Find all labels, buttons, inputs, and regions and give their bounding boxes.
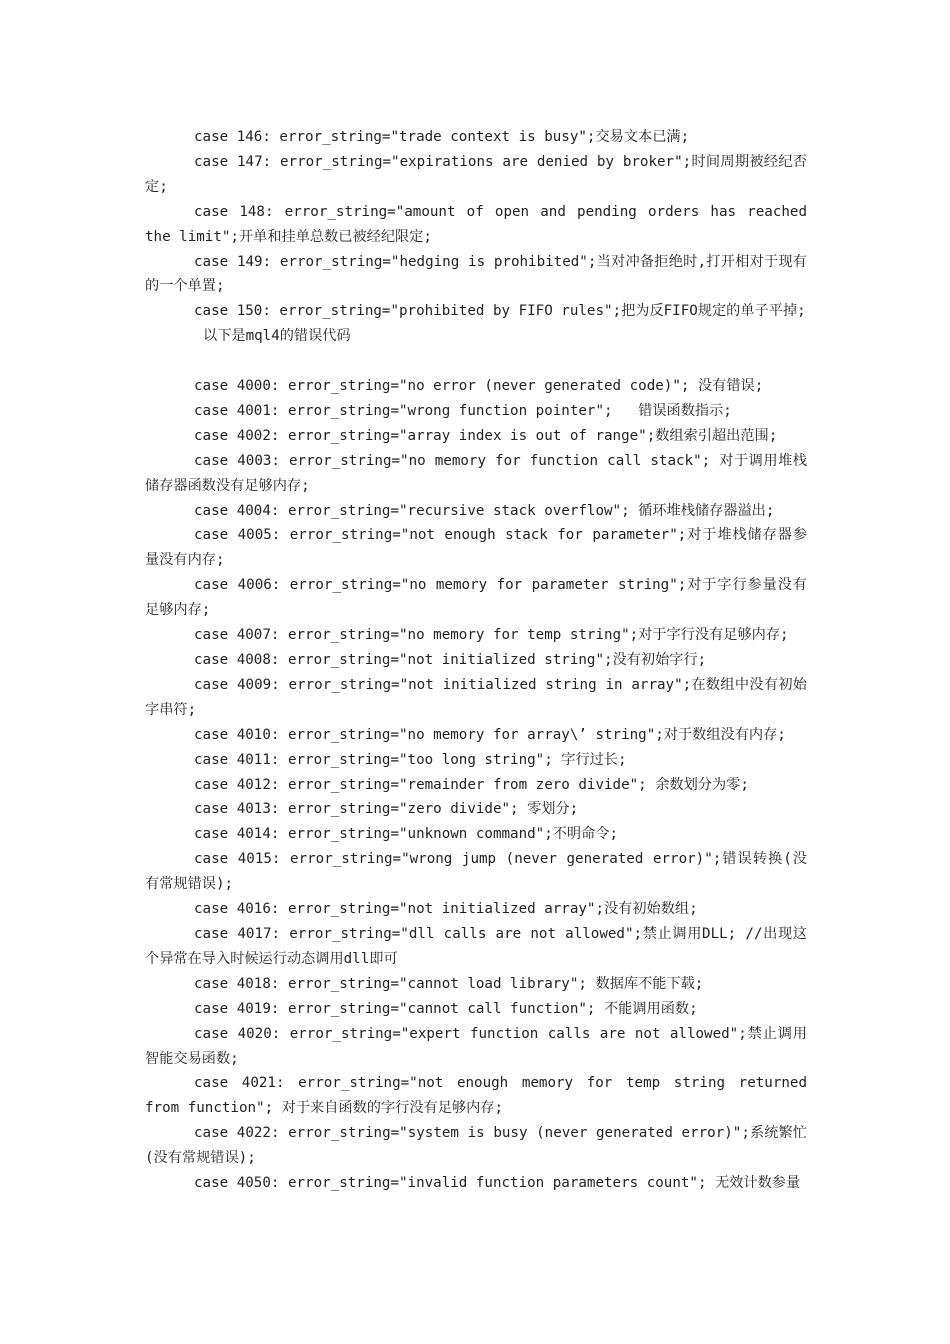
blank-line: [145, 349, 807, 374]
section-heading-mql4-errors: 以下是mql4的错误代码: [203, 328, 351, 345]
code-paragraph-4003: case 4003: error_string="no memory for function call stack"; 对于调用堆栈储存器函数没有足够内存;: [145, 452, 807, 494]
code-paragraph-149: case 149: error_string="hedging is prohibited";当对冲备拒绝时,打开相对于现有的一个单置;: [145, 253, 807, 295]
code-paragraph-4011: case 4011: error_string="too long string"; 字行过长;: [194, 751, 627, 768]
code-paragraph-4004: case 4004: error_string="recursive stack overflow"; 循环堆栈储存器溢出;: [194, 502, 775, 519]
document-body: [145, 125, 807, 1196]
code-paragraph-4009: case 4009: error_string="not initialized string in array";在数组中没有初始字串符;: [145, 676, 807, 718]
code-paragraph-4002: case 4002: error_string="array index is out of range";数组索引超出范围;: [194, 427, 778, 444]
code-paragraph-4022: case 4022: error_string="system is busy (never generated error)";系统繁忙(没有常规错误);: [145, 1125, 807, 1167]
code-paragraph-4050: case 4050: error_string="invalid function parameters count"; 无效计数参量: [194, 1175, 801, 1192]
code-paragraph-4021: case 4021: error_string="not enough memory for temp string returned from function"; 对于来自函数的字行没有足够内存;: [145, 1075, 807, 1117]
code-paragraph-4017: case 4017: error_string="dll calls are not allowed";禁止调用DLL; //出现这个异常在导入时候运行动态调用dll即可: [145, 925, 807, 967]
code-paragraph-4006: case 4006: error_string="no memory for parameter string";对于字行参量没有足够内存;: [145, 577, 807, 619]
code-paragraph-4000: case 4000: error_string="no error (never generated code)"; 没有错误;: [194, 378, 764, 395]
code-paragraph-4015: case 4015: error_string="wrong jump (never generated error)";错误转换(没有常规错误);: [145, 851, 807, 893]
code-paragraph-4013: case 4013: error_string="zero divide"; 零划分;: [194, 801, 579, 818]
code-paragraph-4010: case 4010: error_string="no memory for array\’ string";对于数组没有内存;: [194, 726, 786, 743]
code-paragraph-150: case 150: error_string="prohibited by FIFO rules";把为反FIFO规定的单子平掉;: [194, 303, 806, 320]
code-paragraph-4005: case 4005: error_string="not enough stack for parameter";对于堆栈储存器参量没有内存;: [145, 527, 807, 569]
code-paragraph-4008: case 4008: error_string="not initialized string";没有初始字行;: [194, 652, 707, 669]
code-paragraph-4016: case 4016: error_string="not initialized array";没有初始数组;: [194, 901, 698, 918]
code-paragraph-4018: case 4018: error_string="cannot load library"; 数据库不能下载;: [194, 975, 704, 992]
code-paragraph-4019: case 4019: error_string="cannot call function"; 不能调用函数;: [194, 1000, 698, 1017]
code-paragraph-146: case 146: error_string="trade context is busy";交易文本已满;: [194, 129, 690, 145]
code-paragraph-4014: case 4014: error_string="unknown command";不明命令;: [194, 826, 619, 843]
code-paragraph-4012: case 4012: error_string="remainder from zero divide"; 余数划分为零;: [194, 776, 749, 793]
code-paragraph-4001: case 4001: error_string="wrong function pointer"; 错误函数指示;: [194, 402, 732, 419]
code-paragraph-147: case 147: error_string="expirations are denied by broker";时间周期被经纪否定;: [145, 153, 807, 195]
code-paragraph-148: case 148: error_string="amount of open and pending orders has reached the limit";开单和挂单总数已被经纪限定;: [145, 203, 807, 245]
code-paragraph-4020: case 4020: error_string="expert function calls are not allowed";禁止调用智能交易函数;: [145, 1025, 807, 1067]
code-paragraph-4007: case 4007: error_string="no memory for temp string";对于字行没有足够内存;: [194, 627, 789, 644]
